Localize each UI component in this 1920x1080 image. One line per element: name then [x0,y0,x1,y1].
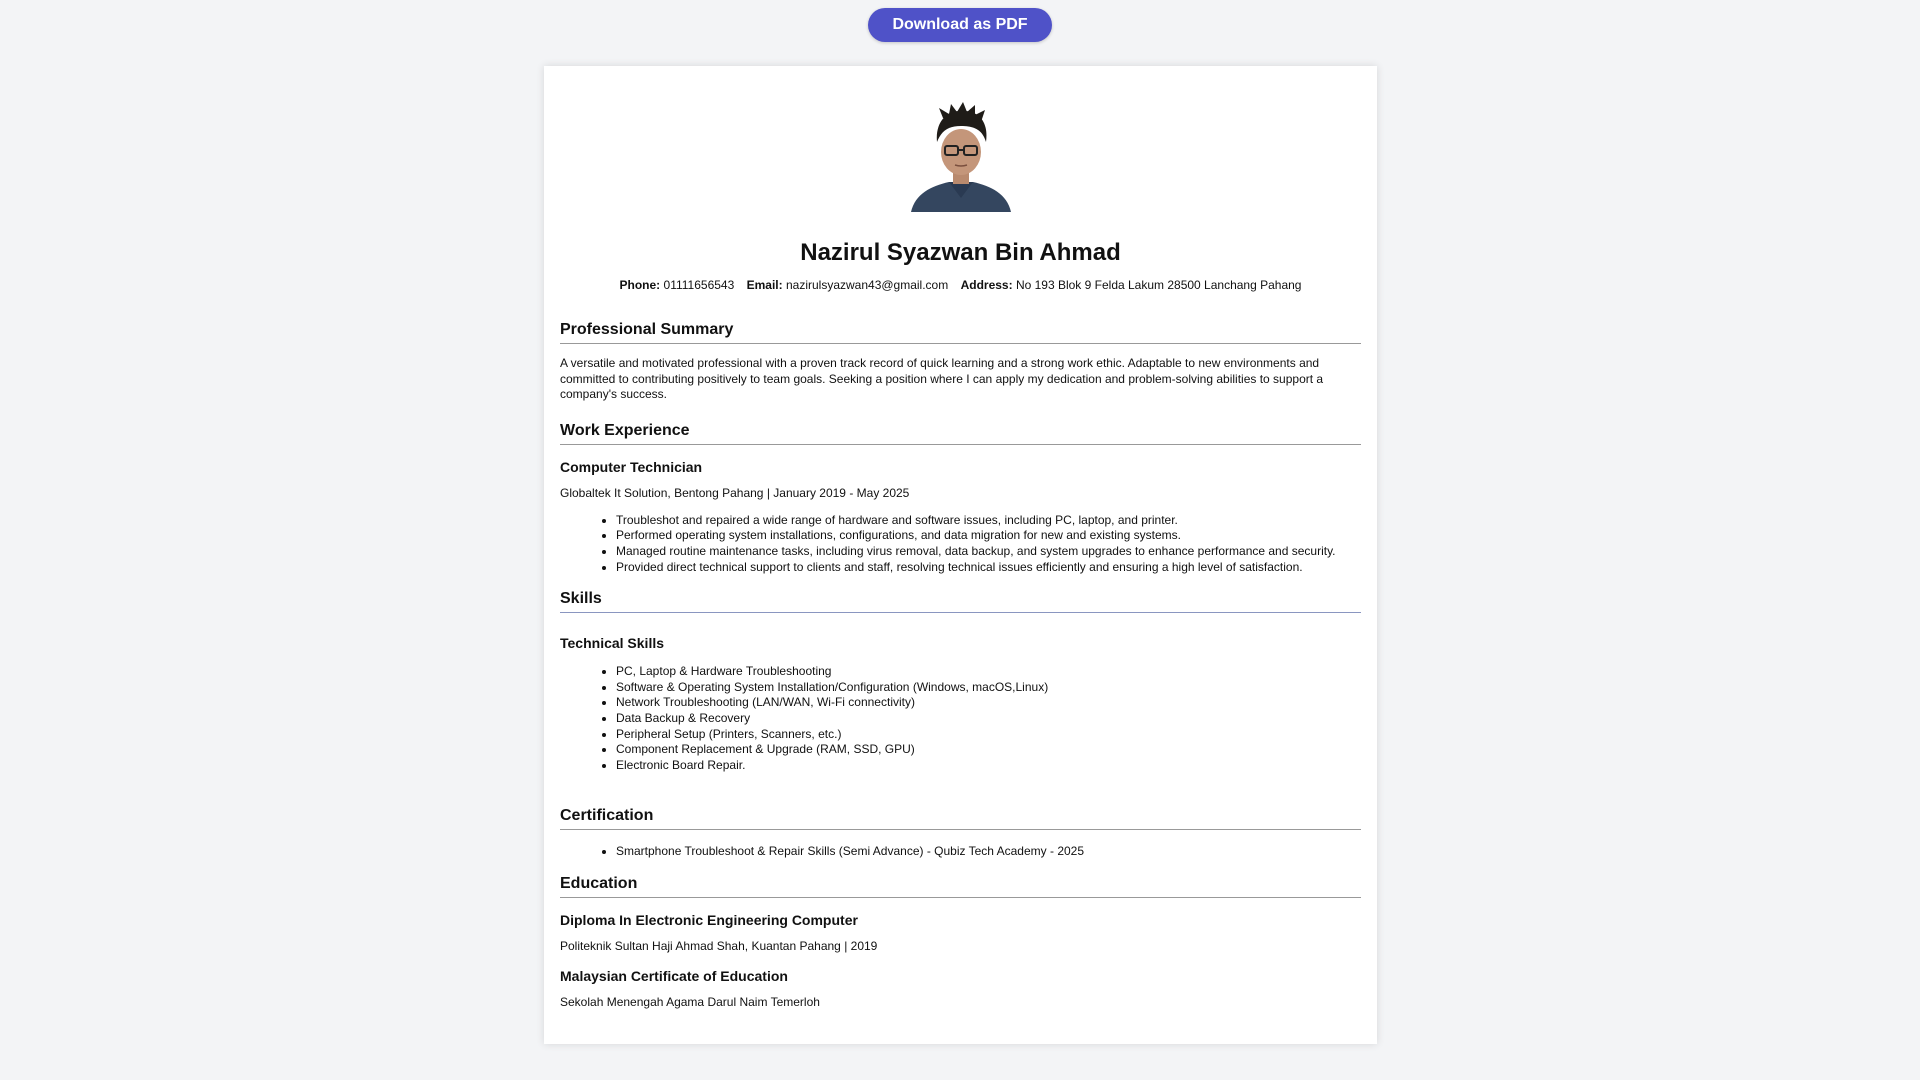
skills-subtitle: Technical Skills [560,635,665,652]
email-value: nazirulsyazwan43@gmail.com [785,278,949,292]
address-label: Address: [960,278,1013,292]
list-item: • Network Troubleshooting (LAN/WAN, Wi-Fi connectivity) [616,695,1361,711]
job-duties-list [560,513,1361,575]
education-meta: Sekolah Menengah Agama Darul Naim Temerloh [560,994,820,1009]
skills-list [560,664,1361,773]
job-title: Computer Technician [560,458,703,475]
education-meta: Politeknik Sultan Haji Ahmad Shah, Kuantan Pahang | 2019 [560,938,878,953]
contact-line [560,277,1361,293]
list-item: • Managed routine maintenance tasks, including virus removal, data backup, and system upgrades to enhance performance and security. [616,544,1361,560]
list-item: • Performed operating system installations, configurations, and data migration for new and existing systems. [616,528,1361,544]
list-item: • Troubleshot and repaired a wide range of hardware and software issues, including PC, laptop, and printer. [616,513,1361,529]
phone-label: Phone: [619,278,661,292]
skills-heading: Skills [560,589,1361,613]
education-title: Malaysian Certificate of Education [560,967,788,984]
avatar [891,102,1031,212]
list-item: • Smartphone Troubleshoot & Repair Skills (Semi Advance) - Qubiz Tech Academy - 2025 [616,844,1361,860]
candidate-name: Nazirul Syazwan Bin Ahmad [800,239,1121,266]
summary-text: A versatile and motivated professional with a proven track record of quick learning and a strong work ethic. Adaptable to new environments and committed to contributing positively to team goals. Seeking a position where I can apply my dedication and problem-solving abilities to support a company's success. [560,356,1324,402]
phone-value: 01111656543 [663,278,735,292]
list-item: • Electronic Board Repair. [616,758,1361,774]
certification-heading: Certification [560,806,1361,830]
summary-heading: Professional Summary [560,320,1361,344]
resume-paper [544,66,1377,1044]
education-title: Diploma In Electronic Engineering Computer [560,911,858,928]
education-heading: Education [560,874,1361,898]
certification-list [560,844,1361,860]
address-value: No 193 Blok 9 Felda Lakum 28500 Lanchang Pahang [1015,278,1302,292]
list-item: • Component Replacement & Upgrade (RAM, SSD, GPU) [616,742,1361,758]
download-pdf-button[interactable]: Download as PDF [868,8,1052,42]
list-item: • PC, Laptop & Hardware Troubleshooting [616,664,1361,680]
experience-heading: Work Experience [560,421,1361,445]
email-label: Email: [746,278,783,292]
list-item: • Data Backup & Recovery [616,711,1361,727]
list-item: • Provided direct technical support to clients and staff, resolving technical issues efficiently and ensuring a high level of satisfaction. [616,560,1361,576]
job-meta: Globaltek It Solution, Bentong Pahang | January 2019 - May 2025 [560,485,910,500]
list-item: • Software & Operating System Installation/Configuration (Windows, macOS,Linux) [616,680,1361,696]
list-item: • Peripheral Setup (Printers, Scanners, etc.) [616,727,1361,743]
avatar-container [560,102,1361,212]
